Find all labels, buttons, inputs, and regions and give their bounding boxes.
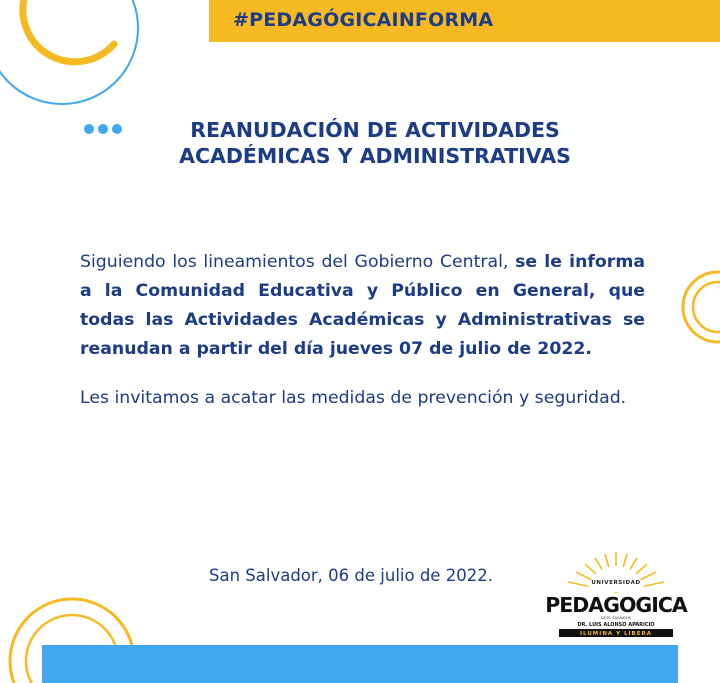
dot bbox=[84, 124, 94, 134]
university-logo bbox=[545, 550, 687, 650]
right-arc-decoration bbox=[672, 268, 720, 346]
hashtag-text: #PEDAGÓGICAINFORMA bbox=[233, 9, 494, 31]
hashtag-banner bbox=[209, 0, 720, 42]
logo-sub2: DR. LUIS ALONSO APARICIO bbox=[577, 622, 655, 628]
top-left-ring-decoration bbox=[0, 0, 140, 110]
title-line-2: ACADÉMICAS Y ADMINISTRATIVAS bbox=[179, 144, 571, 168]
announcement-bold-text: se le informa a la Comunidad Educativa y Público en General, que todas las Actividades Académicas y Administrativas se reanudan a partir del día jueves 07 de julio de 2022. bbox=[80, 252, 645, 359]
invitation-paragraph: Les invitamos a acatar las medidas de prevención y seguridad. bbox=[80, 388, 627, 408]
logo-top-text: UNIVERSIDAD bbox=[591, 580, 641, 586]
dot bbox=[112, 124, 122, 134]
announcement-regular-text: Siguiendo los lineamientos del Gobierno Central, bbox=[80, 252, 516, 272]
logo-name: PEDAGOGICA bbox=[545, 593, 687, 617]
logo-sub1: DE EL SALVADOR bbox=[601, 616, 631, 620]
logo-motto: ILUMINA Y LIBERA bbox=[579, 631, 653, 638]
announcement-paragraph bbox=[80, 248, 645, 364]
title-line-1: REANUDACIÓN DE ACTIVIDADES bbox=[190, 118, 560, 142]
dots-decoration bbox=[84, 121, 126, 139]
dot bbox=[98, 124, 108, 134]
place-date-signoff: San Salvador, 06 de julio de 2022. bbox=[209, 566, 493, 585]
page-title bbox=[150, 117, 600, 169]
footer-bar bbox=[42, 645, 678, 683]
